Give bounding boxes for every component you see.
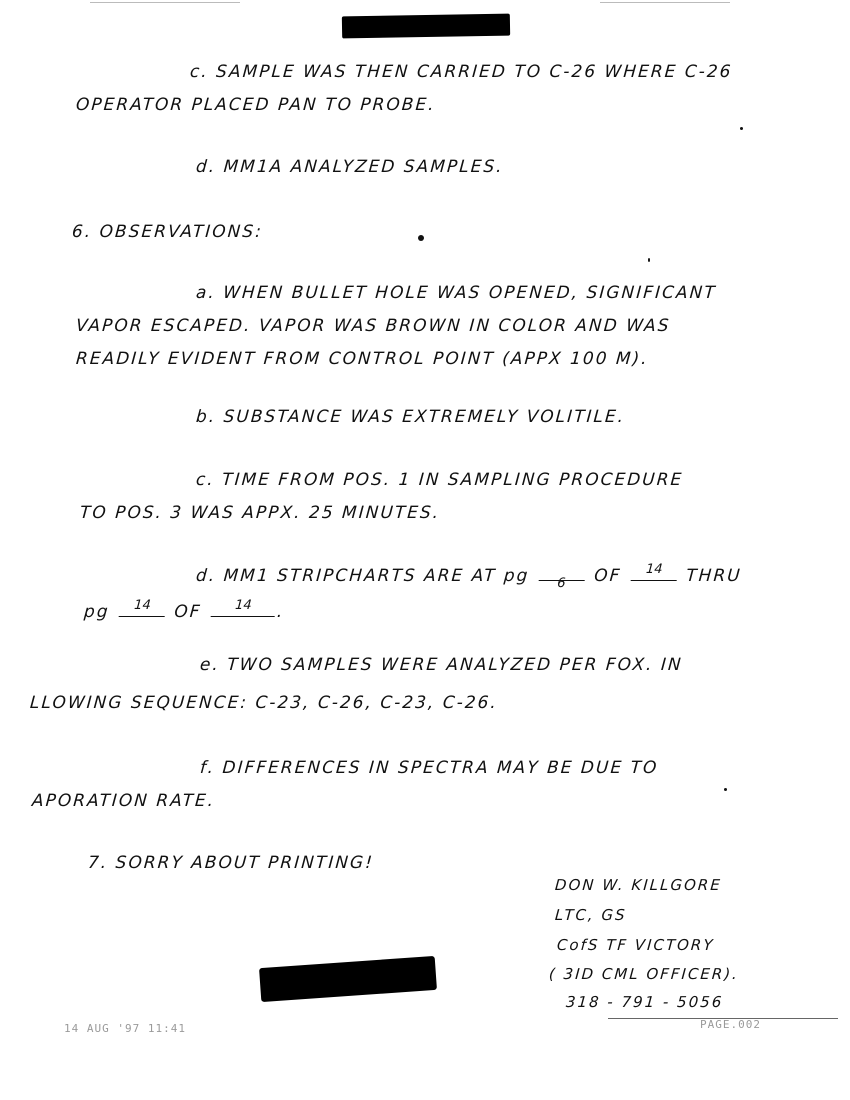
section-observations-heading: 6. OBSERVATIONS: <box>71 222 264 242</box>
signature-phone: 318 - 791 - 5056 <box>565 993 724 1011</box>
page-value-3: 14 <box>133 598 152 613</box>
obs-b-line-1: b. SUBSTANCE WAS EXTREMELY VOLITILE. <box>195 407 626 427</box>
fax-speck <box>648 258 650 262</box>
item-7-sorry: 7. SORRY ABOUT PRINTING! <box>87 853 375 873</box>
obs-d-pg-label-2: pg <box>83 602 111 622</box>
page-blank-1 <box>539 576 585 591</box>
obs-f-line-1: f. DIFFERENCES IN SPECTRA MAY BE DUE TO <box>199 758 660 778</box>
item-c-sample-line-2: OPERATOR PLACED PAN TO PROBE. <box>75 95 437 115</box>
obs-d-line-1 <box>195 562 743 591</box>
obs-a-line-2: VAPOR ESCAPED. VAPOR WAS BROWN IN COLOR AND WAS <box>75 316 672 336</box>
fax-speck <box>724 788 727 791</box>
page-value-4: 14 <box>234 598 253 613</box>
obs-d-period: . <box>276 602 286 622</box>
obs-a-line-3: READILY EVIDENT FROM CONTROL POINT (APPX 100 M). <box>75 349 650 369</box>
obs-d-of-label: OF <box>593 566 623 586</box>
page-blank-3 <box>119 598 165 617</box>
fax-speck <box>740 127 743 130</box>
signature-rank: LTC, GS <box>554 906 628 924</box>
obs-d-of-label-2: OF <box>173 602 203 622</box>
obs-a-line-1: a. WHEN BULLET HOLE WAS OPENED, SIGNIFICANT <box>195 283 718 303</box>
item-c-sample-line-1: c. SAMPLE WAS THEN CARRIED TO C-26 WHERE C-26 <box>189 62 734 82</box>
redaction-bar-bottom <box>259 956 437 1002</box>
obs-e-line-1: e. TWO SAMPLES WERE ANALYZED PER FOX. IN <box>199 655 684 675</box>
obs-d-pg-label: pg <box>503 566 531 586</box>
fax-speck <box>418 235 424 241</box>
page-value-2: 14 <box>645 562 664 577</box>
page-blank-4 <box>211 598 275 617</box>
fax-edge-line <box>90 2 240 3</box>
signature-title: CofS TF VICTORY <box>556 936 716 954</box>
fax-timestamp: 14 AUG '97 11:41 <box>64 1022 186 1035</box>
signature-name: DON W. KILLGORE <box>554 876 723 894</box>
obs-d-line-2 <box>83 598 286 622</box>
item-d-mm1a: d. MM1A ANALYZED SAMPLES. <box>195 157 505 177</box>
obs-e-line-2: LLOWING SEQUENCE: C-23, C-26, C-23, C-26. <box>29 693 499 713</box>
obs-d-thru-label: THRU <box>685 566 743 586</box>
signature-role: ( 3ID CML OFFICER). <box>548 965 740 983</box>
obs-f-line-2: APORATION RATE. <box>31 791 216 811</box>
redaction-bar-top <box>342 14 510 39</box>
obs-c-line-2: TO POS. 3 WAS APPX. 25 MINUTES. <box>79 503 441 523</box>
obs-c-line-1: c. TIME FROM POS. 1 IN SAMPLING PROCEDURE <box>195 470 684 490</box>
page-blank-2 <box>630 562 676 581</box>
fax-page-number: PAGE.002 <box>700 1018 761 1031</box>
page-value-1: 6 <box>556 576 566 591</box>
obs-d-text: d. MM1 STRIPCHARTS ARE AT <box>195 566 498 586</box>
fax-edge-line <box>600 2 730 3</box>
